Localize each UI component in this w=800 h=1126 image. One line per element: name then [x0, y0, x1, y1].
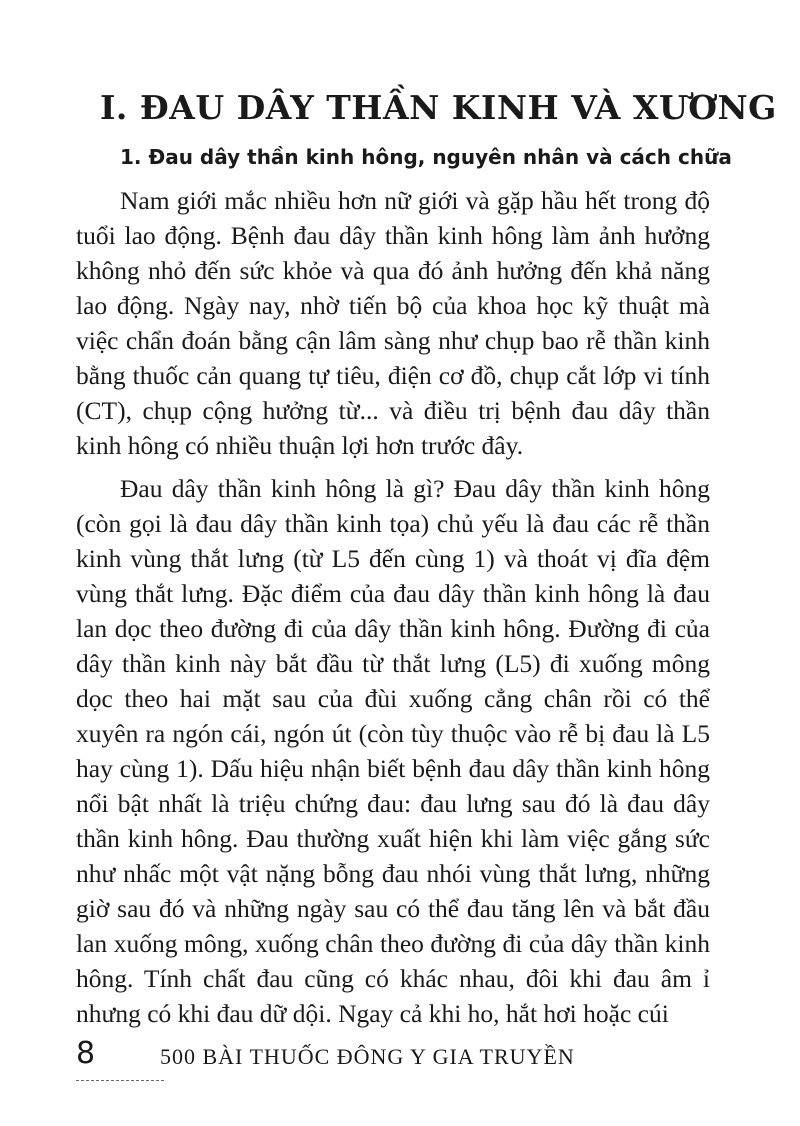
body-paragraph: Đau dây thần kinh hông là gì? Đau dây thần kinh hông (còn gọi là đau dây thần kinh tọa) chủ yếu là đau các rễ thần kinh vùng thắt lưng (từ L5 đến cùng 1) và thoát vị đĩa đệm vùng thắt lưng. Đặc điểm của đau dây thần kinh hông là đau lan dọc theo đường đi của dây thần kinh hông. Đường đi của dây thần kinh này bắt đầu từ thắt lưng (L5) đi xuống mông dọc theo hai mặt sau của đùi xuống cẳng chân rồi có thể xuyên ra ngón cái, ngón út (còn tùy thuộc vào rễ bị đau là L5 hay cùng 1). Dấu hiệu nhận biết bệnh đau dây thần kinh hông nổi bật nhất là triệu chứng đau: đau lưng sau đó là đau dây thần kinh hông. Đau thường xuất hiện khi làm việc gắng sức như nhấc một vật nặng bỗng đau nhói vùng thắt lưng, những giờ sau đó và những ngày sau có thể đau tăng lên và bắt đầu lan xuống mông, xuống chân theo đường đi của dây thần kinh hông. Tính chất đau cũng có khác nhau, đôi khi đau âm ỉ nhưng có khi đau dữ dội. Ngay cả khi ho, hắt hơi hoặc cúi — [76, 474, 710, 1028]
page-footer — [76, 1034, 716, 1084]
page-number: 8 — [76, 1036, 96, 1071]
running-title: 500 BÀI THUỐC ĐÔNG Y GIA TRUYỀN — [160, 1044, 575, 1069]
section-title: 1. Đau dây thần kinh hông, nguyên nhân và cách chữa — [120, 145, 732, 169]
body-paragraph: Nam giới mắc nhiều hơn nữ giới và gặp hầu hết trong độ tuổi lao động. Bệnh đau dây thần kinh hông làm ảnh hưởng không nhỏ đến sức khỏe và qua đó ảnh hưởng đến khả năng lao động. Ngày nay, nhờ tiến bộ của khoa học kỹ thuật mà việc chẩn đoán bằng cận lâm sàng như chụp bao rễ thần kinh bằng thuốc cản quang tự tiêu, điện cơ đồ, chụp cắt lớp vi tính (CT), chụp cộng hưởng từ... và điều trị bệnh đau dây thần kinh hông có nhiều thuận lợi hơn trước đây. — [76, 186, 710, 460]
footer-divider — [76, 1080, 164, 1081]
chapter-title: I. ĐAU DÂY THẦN KINH VÀ XƯƠNG — [100, 88, 777, 127]
